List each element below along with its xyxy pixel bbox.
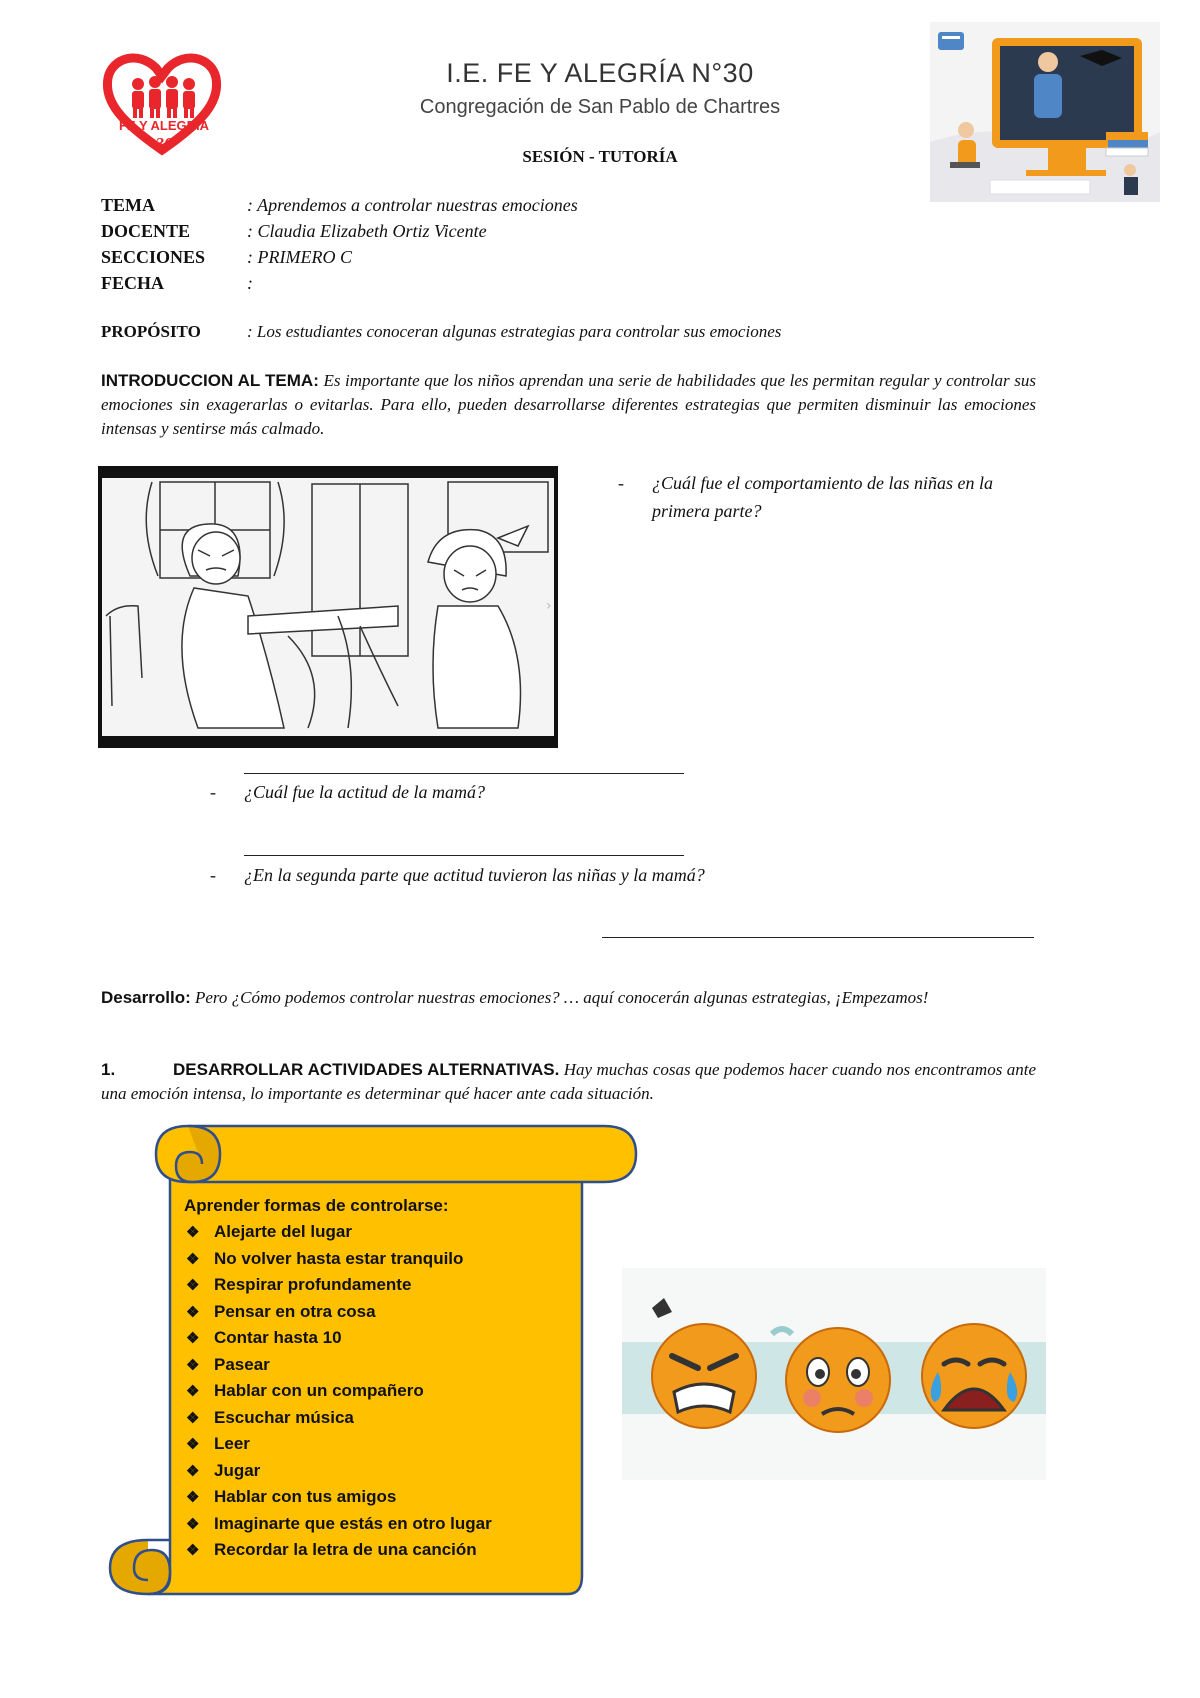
diamond-bullet-icon: ❖ xyxy=(186,1409,200,1427)
strategies-title: Aprender formas de controlarse: xyxy=(184,1196,449,1215)
strategy-item xyxy=(186,1302,376,1328)
strategy-item xyxy=(186,1434,250,1460)
diamond-bullet-icon: ❖ xyxy=(186,1224,200,1241)
diamond-bullet-icon: ❖ xyxy=(186,1542,200,1559)
strategy-text: Hablar con tus amigos xyxy=(214,1487,397,1506)
strategy-item xyxy=(186,1461,260,1487)
section-1-title: DESARROLLAR ACTIVIDADES ALTERNATIVAS. xyxy=(173,1060,560,1079)
answer-line-3[interactable] xyxy=(602,937,1034,938)
info-value: : PRIMERO C xyxy=(247,247,352,267)
diamond-bullet-icon: ❖ xyxy=(186,1303,200,1321)
diamond-bullet-icon: ❖ xyxy=(186,1330,200,1347)
crying-face-icon xyxy=(922,1324,1026,1428)
purpose-label: PROPÓSITO xyxy=(101,322,201,341)
section-1-number: 1. xyxy=(101,1060,116,1079)
info-label: DOCENTE xyxy=(101,221,191,241)
section-1-text: Hay muchas cosas que podemos hacer cuando nos encontramos ante una emoción intensa, lo importante es determinar qué hacer ante cada situación. xyxy=(101,1060,1036,1103)
info-label: FECHA xyxy=(101,273,164,293)
strategy-text: Recordar la letra de una canción xyxy=(214,1540,477,1559)
diamond-bullet-icon: ❖ xyxy=(186,1277,200,1294)
teacher-illustration xyxy=(930,22,1160,202)
angry-face-icon xyxy=(652,1298,756,1428)
diamond-bullet-icon: ❖ xyxy=(186,1383,200,1400)
answer-line-1[interactable] xyxy=(244,773,684,774)
question-dash: - xyxy=(210,782,216,802)
intro-paragraph xyxy=(101,369,1036,441)
purpose-value: : Los estudiantes conoceran algunas estrategias para controlar sus emociones xyxy=(247,322,782,341)
strategy-text: Alejarte del lugar xyxy=(214,1222,352,1241)
diamond-bullet-icon: ❖ xyxy=(186,1462,200,1480)
info-label: TEMA xyxy=(101,195,155,215)
question-2 xyxy=(210,778,910,806)
info-value: : Aprendemos a controlar nuestras emociones xyxy=(247,195,578,215)
school-congregation: Congregación de San Pablo de Chartres xyxy=(419,96,781,118)
strategy-text: Imaginarte que estás en otro lugar xyxy=(214,1513,492,1533)
question-1 xyxy=(618,469,1038,525)
strategy-text: Contar hasta 10 xyxy=(214,1328,342,1347)
info-row-secciones xyxy=(101,247,352,273)
session-title: SESIÓN - TUTORÍA xyxy=(522,147,678,166)
strategy-text: Hablar con un compañero xyxy=(214,1381,424,1400)
question-3 xyxy=(210,861,1010,889)
logo-text: FE Y ALEGRÍA xyxy=(118,118,210,133)
info-label: SECCIONES xyxy=(101,247,206,267)
question-dash: - xyxy=(210,865,216,885)
strategy-item xyxy=(186,1487,396,1513)
diamond-bullet-icon: ❖ xyxy=(186,1515,200,1533)
strategy-text: Escuchar música xyxy=(214,1407,354,1427)
development-label: Desarrollo: xyxy=(101,988,191,1007)
development-text: Pero ¿Cómo podemos controlar nuestras emociones? … aquí conocerán algunas estrategias, ¡Empezamos! xyxy=(195,988,929,1007)
answer-line-2[interactable] xyxy=(244,855,684,856)
diamond-bullet-icon: ❖ xyxy=(186,1356,200,1374)
strategy-item xyxy=(186,1381,424,1407)
emotions-emoji-image xyxy=(622,1268,1046,1480)
strategy-item xyxy=(186,1514,492,1540)
strategy-item xyxy=(186,1222,352,1248)
strategy-text: Jugar xyxy=(214,1460,261,1480)
info-value: : Claudia Elizabeth Ortiz Vicente xyxy=(247,221,487,241)
info-row-tema xyxy=(101,195,578,221)
question-text: ¿Cuál fue la actitud de la mamá? xyxy=(244,782,485,802)
logo-number: 30 xyxy=(155,134,173,153)
diamond-bullet-icon: ❖ xyxy=(186,1436,200,1453)
strategy-text: Leer xyxy=(214,1434,250,1453)
section-1-paragraph xyxy=(101,1058,1036,1106)
strategy-item xyxy=(186,1328,342,1354)
question-text: ¿En la segunda parte que actitud tuvieron las niñas y la mamá? xyxy=(244,865,705,885)
question-text: ¿Cuál fue el comportamiento de las niñas en la primera parte? xyxy=(652,473,993,521)
video-thumbnail[interactable] xyxy=(98,466,558,748)
school-title: I.E. FE Y ALEGRÍA N°30 xyxy=(446,58,754,88)
diamond-bullet-icon: ❖ xyxy=(186,1489,200,1506)
info-value: : xyxy=(247,273,253,293)
strategy-text: Pensar en otra cosa xyxy=(214,1301,376,1321)
diamond-bullet-icon: ❖ xyxy=(186,1250,200,1268)
purpose-row xyxy=(101,322,781,348)
strategy-item xyxy=(186,1355,270,1381)
intro-label: INTRODUCCION AL TEMA: xyxy=(101,371,319,390)
strategy-item xyxy=(186,1540,477,1566)
strategy-text: Respirar profundamente xyxy=(214,1275,412,1294)
info-row-fecha xyxy=(101,273,253,299)
info-row-docente xyxy=(101,221,487,247)
strategy-item xyxy=(186,1275,411,1301)
intro-text: Es importante que los niños aprendan una serie de habilidades que les permitan regular y controlar sus emociones sin exagerarlas o evitarlas. Para ello, pueden desarrollarse diferentes estrategias que permiten disminuir las emociones intensas y sentirse más calmado. xyxy=(101,371,1036,438)
strategy-item xyxy=(186,1249,463,1275)
strategy-item xyxy=(186,1408,354,1434)
strategy-text: Pasear xyxy=(214,1354,270,1374)
development-paragraph xyxy=(101,986,1036,1010)
strategy-text: No volver hasta estar tranquilo xyxy=(214,1248,464,1268)
question-dash: - xyxy=(618,473,624,493)
svg-text:›: › xyxy=(546,598,552,614)
